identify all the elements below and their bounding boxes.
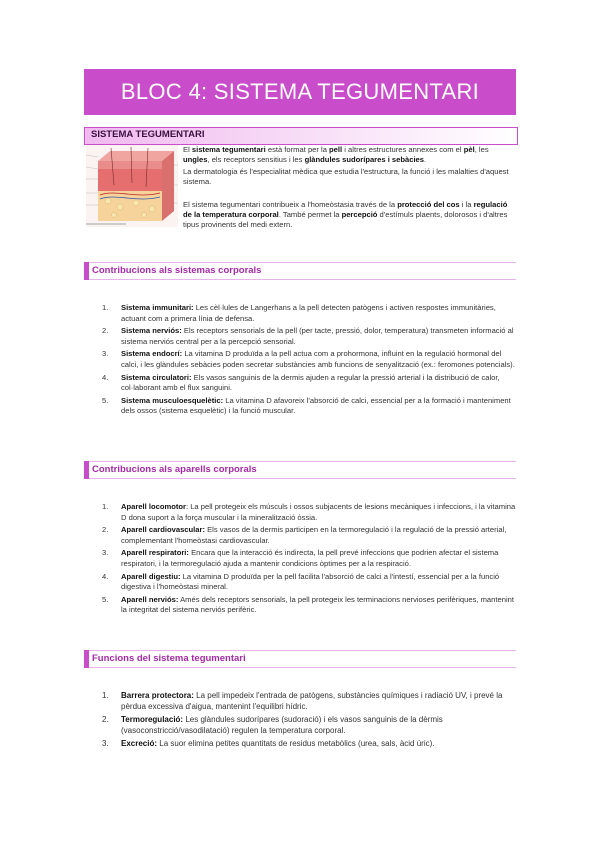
item-term: Sistema endocrí: bbox=[121, 349, 183, 359]
section-header-functions bbox=[84, 650, 516, 668]
item-description: La vitamina D produïda per la pell facilita l'absorció de calci a l'intestí, essencial per a la funció digestiva i l'homeòstasi mineral. bbox=[121, 571, 500, 592]
bold-text: sistema tegumentari bbox=[191, 145, 266, 154]
intro-paragraph-2: La dermatologia és l'especialitat mèdica que estudia l'estructura, la funció i les malalties d'aquest sistema. bbox=[183, 167, 509, 187]
item-term: Aparell nerviós: bbox=[121, 594, 179, 604]
list-item bbox=[102, 303, 516, 324]
list-apparatus bbox=[102, 502, 516, 618]
item-description: : La pell protegeix els músculs i ossos subjacents de lesions mecàniques i infeccions, i la vitamina D dona suport a la força muscular i la mineralització òssia. bbox=[121, 502, 516, 522]
intro-paragraph-1 bbox=[183, 145, 516, 165]
text-run: El sistema tegumentari contribueix a l'homeòstasia través de la bbox=[183, 200, 398, 209]
item-number: 4. bbox=[102, 571, 109, 581]
list-item bbox=[102, 525, 516, 546]
intro-heading: SISTEMA TEGUMENTARI bbox=[91, 129, 205, 140]
item-number: 1. bbox=[102, 502, 109, 511]
list-item bbox=[102, 738, 516, 749]
item-description: Les cèl·lules de Langerhans a la pell detecten patògens i activen respostes immunitàries, actuant com a primera línia de defensa. bbox=[121, 303, 496, 323]
item-number: 3. bbox=[102, 548, 109, 558]
text-run: , les bbox=[474, 145, 489, 154]
item-description: La suor elimina petites quantitats de residus metabòlics (urea, sals, àcid úric). bbox=[157, 739, 435, 748]
item-description: Els vasos de la dermis participen en la termoregulació i la regulació de la pressió arterial, complementant l'homeòstasi cardiovascular. bbox=[121, 525, 507, 545]
section-header-apparatus bbox=[84, 461, 516, 479]
bold-text: protecció del cos bbox=[397, 200, 460, 209]
item-number: 5. bbox=[102, 594, 109, 604]
list-item bbox=[102, 502, 516, 523]
item-number: 3. bbox=[102, 349, 109, 359]
bold-text: regulació de la temperatura corporal bbox=[183, 200, 508, 220]
item-term: Aparell locomotor bbox=[121, 502, 186, 511]
section-heading: Funcions del sistema tegumentari bbox=[92, 653, 246, 664]
list-item bbox=[102, 690, 516, 712]
text-run: i la bbox=[459, 200, 474, 209]
item-description: Amés dels receptors sensorials, la pell protegeix les terminacions nervioses perifèriques, mantenint la integritat del sistema nerviós perifèric. bbox=[121, 594, 514, 615]
item-term: Sistema circulatori: bbox=[121, 372, 192, 382]
bold-text: ungles bbox=[183, 155, 208, 165]
list-item bbox=[102, 396, 516, 417]
bold-text: pell bbox=[329, 145, 343, 154]
intro-section-header bbox=[84, 127, 518, 145]
item-description: Els vasos sanguinis de la dermis ajuden a regular la pressió arterial i la distribució de calor, col·laborant amb el flux sanguini. bbox=[121, 372, 500, 393]
list-systems bbox=[102, 303, 516, 419]
item-term: Aparell respiratori: bbox=[121, 548, 189, 558]
item-number: 1. bbox=[102, 691, 109, 700]
list-item bbox=[102, 572, 516, 593]
item-term: Barrera protectora: bbox=[121, 691, 194, 700]
list-item bbox=[102, 349, 516, 370]
item-term: Sistema immunitari: bbox=[121, 303, 194, 312]
bold-text: glàndules sudorípares i sebàcies bbox=[304, 155, 425, 165]
item-description: La pell impedeix l'entrada de patògens, substàncies químiques i radiació UV, i prevé la pèrdua excessiva d'aigua, mantenint l'equilibri hídric. bbox=[121, 691, 503, 711]
item-description: Les glàndules sudorípares (sudoració) i els vasos sanguinis de la dèrmis (vasoconstricció/vasodilatació) regulen la temperatura corporal. bbox=[121, 715, 443, 735]
intro-paragraph-3 bbox=[183, 200, 516, 231]
section-heading: Contribucions als sistemas corporals bbox=[92, 265, 262, 276]
list-item bbox=[102, 326, 516, 347]
item-number: 3. bbox=[102, 739, 109, 748]
section-header-systems bbox=[84, 262, 516, 280]
skin-diagram-image bbox=[86, 145, 178, 227]
item-term: Aparell digestiu: bbox=[121, 571, 181, 581]
text-run: i altres estructures annexes com el bbox=[342, 145, 464, 154]
item-number: 2. bbox=[102, 525, 109, 535]
item-term: Termoregulació: bbox=[121, 715, 184, 724]
text-run: . bbox=[424, 155, 427, 165]
text-run: . També permet la bbox=[278, 210, 342, 220]
list-item bbox=[102, 373, 516, 394]
item-number: 2. bbox=[102, 715, 109, 724]
bold-text: percepció bbox=[341, 210, 378, 220]
text-run: El bbox=[183, 145, 192, 154]
bold-text: pèl bbox=[463, 145, 475, 154]
text-run: d'estímuls plaents, dolorosos i d'altres tipus provinents del medi extern. bbox=[183, 210, 508, 230]
list-item bbox=[102, 548, 516, 569]
item-description: La vitamina D produïda a la pell actua com a prohormona, influint en la regulació hormonal del calci, i les glàndules sebàcies poden secretar substàncies amb funcions de senyalització (ex.: feromones potencials). bbox=[121, 349, 515, 369]
item-term: Sistema musculoesquelètic: bbox=[121, 395, 224, 405]
section-heading: Contribucions als aparells corporals bbox=[92, 464, 257, 475]
list-item bbox=[102, 595, 516, 616]
item-description: La vitamina D afavoreix l'absorció de calci, essencial per a la formació i manteniment dels ossos (sistema esquelètic) i la funció muscular. bbox=[121, 395, 511, 416]
text-run: , els receptors sensitius i les bbox=[207, 155, 305, 165]
page-title: BLOC 4: SISTEMA TEGUMENTARI bbox=[84, 69, 516, 115]
item-description: Els receptors sensorials de la pell (per tacte, pressió, dolor, temperatura) transmeten informació al sistema nerviós central per a la percepció sensorial. bbox=[121, 326, 514, 346]
item-number: 5. bbox=[102, 395, 109, 405]
item-term: Excreció: bbox=[121, 739, 158, 748]
item-description: Encara que la interacció és indirecta, la pell prevé infeccions que podrien afectar el sistema respiratori, i la termoregulació ajuda a mantenir condicions òptimes per a la respiració. bbox=[121, 548, 499, 568]
item-term: Aparell cardiovascular: bbox=[121, 525, 205, 535]
item-term: Sistema nerviós: bbox=[121, 326, 182, 336]
list-functions bbox=[102, 690, 516, 751]
item-number: 2. bbox=[102, 326, 109, 336]
text-run: està format per la bbox=[265, 145, 330, 154]
item-number: 4. bbox=[102, 372, 109, 382]
item-number: 1. bbox=[102, 303, 109, 312]
list-item bbox=[102, 714, 516, 736]
